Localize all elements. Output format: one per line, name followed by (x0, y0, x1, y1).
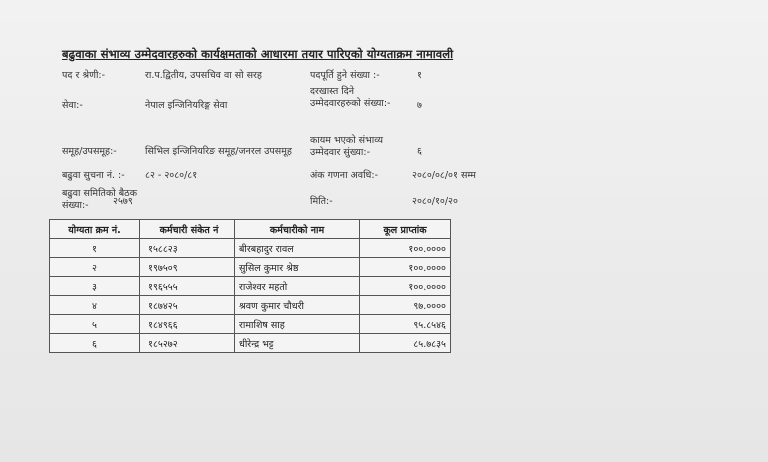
notice-label: बढुवा सुचना नं. :- (62, 170, 125, 181)
table-row (50, 334, 451, 353)
applicants-value: ७ (417, 100, 422, 111)
merit-list-table (49, 219, 451, 353)
employee-name-cell: श्रवण कुमार चौधरी (235, 296, 360, 315)
header-total-score: कूल प्राप्तांक (360, 220, 451, 239)
meeting-label: बढुवा समितिको बैठक संख्या:- (62, 188, 137, 211)
posts-value: १ (417, 70, 422, 81)
date-label: मिति:- (310, 196, 333, 207)
rank-cell: १ (50, 239, 140, 258)
rank-cell: ५ (50, 315, 140, 334)
total-score-cell: १००.०००० (360, 258, 451, 277)
employee-code-cell: १८७४२५ (140, 296, 235, 315)
employee-code-cell: १९६५५५ (140, 277, 235, 296)
posts-label: पदपूर्ति हुने संख्या :- (310, 70, 380, 81)
total-score-cell: १००.०००० (360, 277, 451, 296)
period-label: अंक गणना अवधि:- (310, 170, 379, 181)
meeting-value: २५७९ (113, 196, 133, 207)
employee-name-cell: रामाशिष साह (235, 315, 360, 334)
employee-code-cell: १८५२७२ (140, 334, 235, 353)
group-label: समूह/उपसमूह:- (62, 146, 117, 157)
employee-name-cell: बीरबहादुर रावल (235, 239, 360, 258)
total-score-cell: १००.०००० (360, 239, 451, 258)
rank-cell: ६ (50, 334, 140, 353)
employee-name-cell: सुसिल कुमार श्रेष्ठ (235, 258, 360, 277)
rank-cell: ४ (50, 296, 140, 315)
group-value: सिभिल इन्जिनियरिङ समूह/जनरल उपसमूह (145, 146, 292, 157)
header-rank: योग्यता क्रम नं. (50, 220, 140, 239)
service-label: सेवा:- (62, 100, 83, 111)
employee-name-cell: धीरेन्द्र भट्ट (235, 334, 360, 353)
table-header-row (50, 220, 451, 239)
total-score-cell: ८५.७८३५ (360, 334, 451, 353)
employee-code-cell: १९७५०९ (140, 258, 235, 277)
eligible-label: कायम भएको संभाव्य उम्मेदवार सुंख्या:- (310, 135, 383, 158)
total-score-cell: ९५.८५४६ (360, 315, 451, 334)
table-row (50, 258, 451, 277)
employee-code-cell: १८४९६६ (140, 315, 235, 334)
table-row (50, 315, 451, 334)
applicants-label: दरखास्त दिने उम्मेदवारहरुको संख्या:- (310, 86, 391, 109)
header-employee-name: कर्मचारीको नाम (235, 220, 360, 239)
total-score-cell: ९७.०००० (360, 296, 451, 315)
document-title: बढुवाका संभाव्य उम्मेदवारहरुको कार्यक्षमताको आधारमा तयार पारिएको योग्यताक्रम नामावली (62, 47, 454, 61)
header-employee-code: कर्मचारी संकेत नं (140, 220, 235, 239)
table-row (50, 296, 451, 315)
period-value: २०८०/०८/०१ सम्म (412, 170, 476, 181)
level-value: रा.प.द्वितीय, उपसचिव वा सो सरह (145, 70, 262, 81)
date-value: २०८०/१०/२० (412, 196, 458, 207)
level-label: पद र श्रेणी:- (62, 70, 106, 81)
rank-cell: ३ (50, 277, 140, 296)
eligible-value: ६ (417, 146, 422, 157)
rank-cell: २ (50, 258, 140, 277)
table-row (50, 277, 451, 296)
employee-name-cell: राजेश्वर महतो (235, 277, 360, 296)
employee-code-cell: १५८८२३ (140, 239, 235, 258)
notice-value: ८२ - २०८०/८१ (145, 170, 198, 181)
service-value: नेपाल इन्जिनियरिङ्ग सेवा (145, 100, 228, 111)
table-row (50, 239, 451, 258)
